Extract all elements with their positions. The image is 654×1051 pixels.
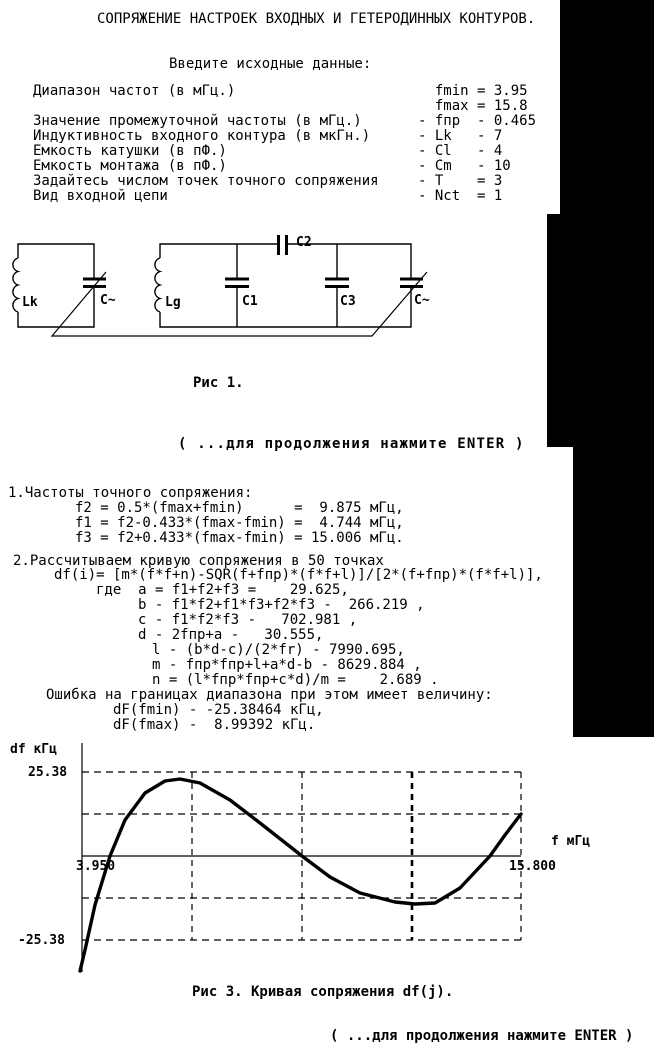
df-curve bbox=[80, 779, 521, 971]
const-line: l - (b*d-c)/(2*fr) - 7990.695, bbox=[152, 642, 405, 658]
inductor-lk-symbol bbox=[13, 258, 18, 312]
conjugation-curve-chart bbox=[0, 735, 654, 985]
param-value: - fпр - 0.465 bbox=[418, 113, 537, 129]
page-title: СОПРЯЖЕНИЕ НАСТРОЕК ВХОДНЫХ И ГЕТЕРОДИННЫХ КОНТУРОВ. bbox=[97, 11, 536, 27]
redacted-black-region-middle bbox=[547, 214, 654, 447]
label-c2: C2 bbox=[296, 235, 312, 250]
const-line: d - 2fпр+a - 30.555, bbox=[138, 627, 324, 643]
label-cvar-left: C~ bbox=[100, 293, 116, 308]
left-loop-wires bbox=[18, 244, 94, 327]
param-value: fmin = 3.95 bbox=[418, 83, 528, 99]
figure1-caption: Рис 1. bbox=[193, 375, 244, 391]
x-tick-right: 15.800 bbox=[509, 859, 556, 874]
redacted-black-region-top bbox=[560, 0, 654, 214]
const-line: c - f1*f2*f3 - 702.981 , bbox=[138, 612, 358, 628]
error-line: dF(fmin) - -25.38464 кГц, bbox=[113, 702, 324, 718]
param-value: - T = 3 bbox=[418, 173, 503, 189]
redacted-black-region-bottom bbox=[573, 447, 654, 737]
param-value: - Nct = 1 bbox=[418, 188, 503, 204]
continue-prompt-2: ( ...для продолжения нажмите ENTER ) bbox=[330, 1028, 634, 1044]
x-tick-left: 3.950 bbox=[76, 859, 116, 874]
capacitor-c2-symbol bbox=[279, 235, 287, 255]
df-formula: df(i)= [m*(f*f+n)-SQR(f+fпр)*(f*f+l)]/[2*(f+fпр)*(f*f+l)], bbox=[54, 567, 543, 583]
param-label: Диапазон частот (в мГц.) bbox=[33, 83, 236, 99]
section2-heading: 2.Рассчитываем кривую сопряжения в 50 точках bbox=[13, 553, 384, 569]
param-value: - Lk - 7 bbox=[418, 128, 503, 144]
param-label: Задайтесь числом точек точного сопряжения bbox=[33, 173, 379, 189]
param-label: Вид входной цепи bbox=[33, 188, 168, 204]
intro-heading: Введите исходные данные: bbox=[169, 56, 372, 72]
label-lg: Lg bbox=[165, 295, 181, 310]
const-line: n = (l*fпр*fпр+c*d)/m = 2.689 . bbox=[152, 672, 439, 688]
label-c3: C3 bbox=[340, 294, 356, 309]
circuit-diagram bbox=[0, 215, 450, 350]
right-loop-wires bbox=[160, 244, 411, 327]
label-c1: C1 bbox=[242, 294, 258, 309]
formula-line: f2 = 0.5*(fmax+fmin) = 9.875 мГц, bbox=[75, 500, 404, 516]
formula-line: f3 = f2+0.433*(fmax-fmin) = 15.006 мГц. bbox=[75, 530, 404, 546]
param-label: Емкость монтажа (в пФ.) bbox=[33, 158, 227, 174]
figure3-caption: Рис 3. Кривая сопряжения df(j). bbox=[192, 984, 454, 1000]
section1-heading: 1.Частоты точного сопряжения: bbox=[8, 485, 253, 501]
continue-prompt-1: ( ...для продолжения нажмите ENTER ) bbox=[178, 436, 525, 452]
capacitor-c3-symbol bbox=[325, 279, 349, 287]
capacitor-c1-symbol bbox=[225, 279, 249, 287]
formula-line: f1 = f2-0.433*(fmax-fmin) = 4.744 мГц, bbox=[75, 515, 404, 531]
inductor-lg-symbol bbox=[155, 258, 160, 312]
const-line: m - fпр*fпр+l+a*d-b - 8629.884 , bbox=[152, 657, 422, 673]
where-line: где a = f1+f2+f3 = 29.625, bbox=[96, 582, 349, 598]
const-line: b - f1*f2+f1*f3+f2*f3 - 266.219 , bbox=[138, 597, 425, 613]
param-label: Индуктивность входного контура (в мкГн.) bbox=[33, 128, 371, 144]
param-label: Значение промежуточной частоты (в мГц.) bbox=[33, 113, 362, 129]
param-label: Емкость катушки (в пФ.) bbox=[33, 143, 227, 159]
x-axis-label: f мГц bbox=[551, 834, 591, 849]
y-tick-top: 25.38 bbox=[28, 765, 68, 780]
y-tick-bottom: -25.38 bbox=[18, 933, 65, 948]
error-line: dF(fmax) - 8.99392 кГц. bbox=[113, 717, 316, 733]
error-heading: Ошибка на границах диапазона при этом имеет величину: bbox=[46, 687, 493, 703]
label-lk: Lk bbox=[22, 295, 38, 310]
param-value: - Cm - 10 bbox=[418, 158, 511, 174]
param-value: - Cl - 4 bbox=[418, 143, 503, 159]
y-axis-label: df кГц bbox=[10, 742, 57, 757]
param-value: fmax = 15.8 bbox=[418, 98, 528, 114]
label-cvar-right: C~ bbox=[414, 293, 430, 308]
